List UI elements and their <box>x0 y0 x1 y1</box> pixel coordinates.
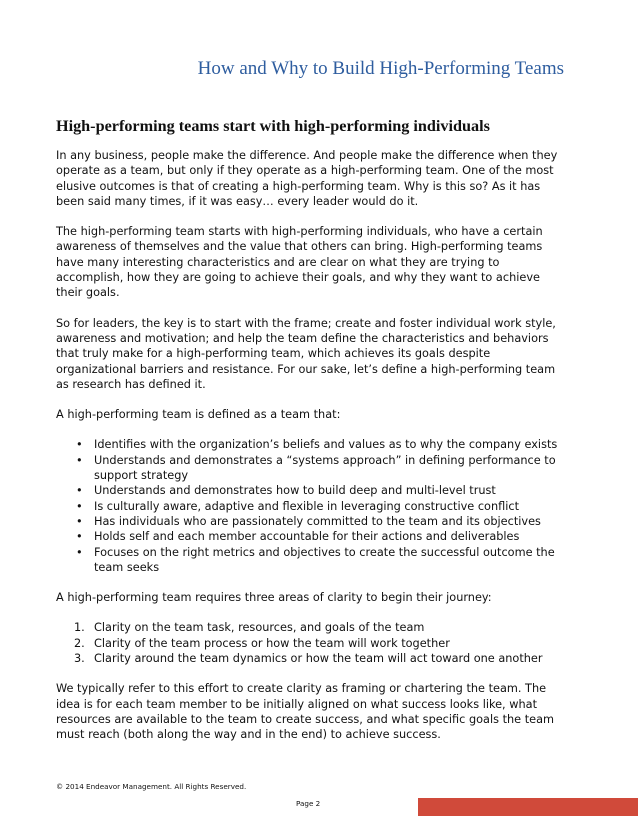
list-item-text: Identifies with the organization’s beliefs and values as to why the company exists <box>94 438 558 452</box>
list-item-text: Understands and demonstrates how to build deep and multi-level trust <box>94 484 496 498</box>
bullet-icon: • <box>76 438 83 452</box>
list-number: 2. <box>74 636 85 650</box>
list-item <box>56 437 568 452</box>
paragraph: In any business, people make the difference. And people make the difference when they operate as a team, but only if they operate as a high-performing team. One of the most elusive outcomes is that of creating a high-performing team. Why is this so? As it has been said many times, if it was easy… every leader would do it. <box>56 149 558 208</box>
bullet-icon: • <box>76 499 83 513</box>
list-item <box>56 636 568 651</box>
list-item-text: Focuses on the right metrics and objectives to create the successful outcome the team seeks <box>94 545 555 574</box>
list-item <box>56 483 568 498</box>
list-intro: A high-performing team requires three areas of clarity to begin their journey: <box>56 591 492 605</box>
bullet-icon: • <box>76 530 83 544</box>
list-item <box>56 651 568 666</box>
list-item-text: Clarity around the team dynamics or how the team will act toward one another <box>94 652 543 666</box>
section-heading: High-performing teams start with high-performing individuals <box>56 117 490 135</box>
list-item <box>56 620 568 635</box>
bullet-icon: • <box>76 514 83 528</box>
list-item <box>56 514 568 529</box>
list-number: 1. <box>74 621 85 635</box>
bullet-icon: • <box>76 545 83 559</box>
list-item-text: Clarity of the team process or how the team will work together <box>94 636 450 650</box>
list-item-text: Holds self and each member accountable for their actions and deliverables <box>94 530 520 544</box>
list-item <box>56 529 568 544</box>
list-number: 3. <box>74 652 85 666</box>
bullet-list <box>56 437 568 575</box>
list-item-text: Has individuals who are passionately committed to the team and its objectives <box>94 514 541 528</box>
bullet-icon: • <box>76 484 83 498</box>
numbered-list <box>56 620 568 666</box>
list-item <box>56 499 568 514</box>
page-number: Page 2 <box>296 799 321 808</box>
list-intro: A high-performing team is defined as a team that: <box>56 408 341 422</box>
list-item-text: Clarity on the team task, resources, and goals of the team <box>94 621 425 635</box>
list-item-text: Understands and demonstrates a “systems approach” in defining performance to support strategy <box>94 453 556 483</box>
list-item <box>56 545 568 576</box>
footer-accent-bar <box>418 798 638 816</box>
list-item <box>56 453 568 484</box>
list-item-text: Is culturally aware, adaptive and flexible in leveraging constructive conflict <box>94 499 520 513</box>
paragraph: The high-performing team starts with high-performing individuals, who have a certain awareness of themselves and the value that others can bring. High-performing teams have many interesting characteristics and are clear on what they are trying to accomplish, how they are going to achieve their goals, and why they want to achieve their goals. <box>56 225 543 300</box>
paragraph: We typically refer to this effort to create clarity as framing or chartering the team. The idea is for each team member to be initially aligned on what success looks like, what resources are available to the team to create success, and what specific goals the team must reach (both along the way and in the end) to achieve success. <box>56 682 555 742</box>
document-title: How and Why to Build High-Performing Teams <box>197 58 564 79</box>
bullet-icon: • <box>76 453 83 467</box>
main-content <box>56 116 568 758</box>
paragraph: So for leaders, the key is to start with the frame; create and foster individual work style, awareness and motivation; and help the team define the characteristics and behaviors that truly make for a high-performing team, which achieves its goals despite organizational barriers and resistance. For our sake, let’s define a high-performing team as research has defined it. <box>56 316 556 391</box>
footer-copyright: © 2014 Endeavor Management. All Rights Reserved. <box>56 782 247 791</box>
